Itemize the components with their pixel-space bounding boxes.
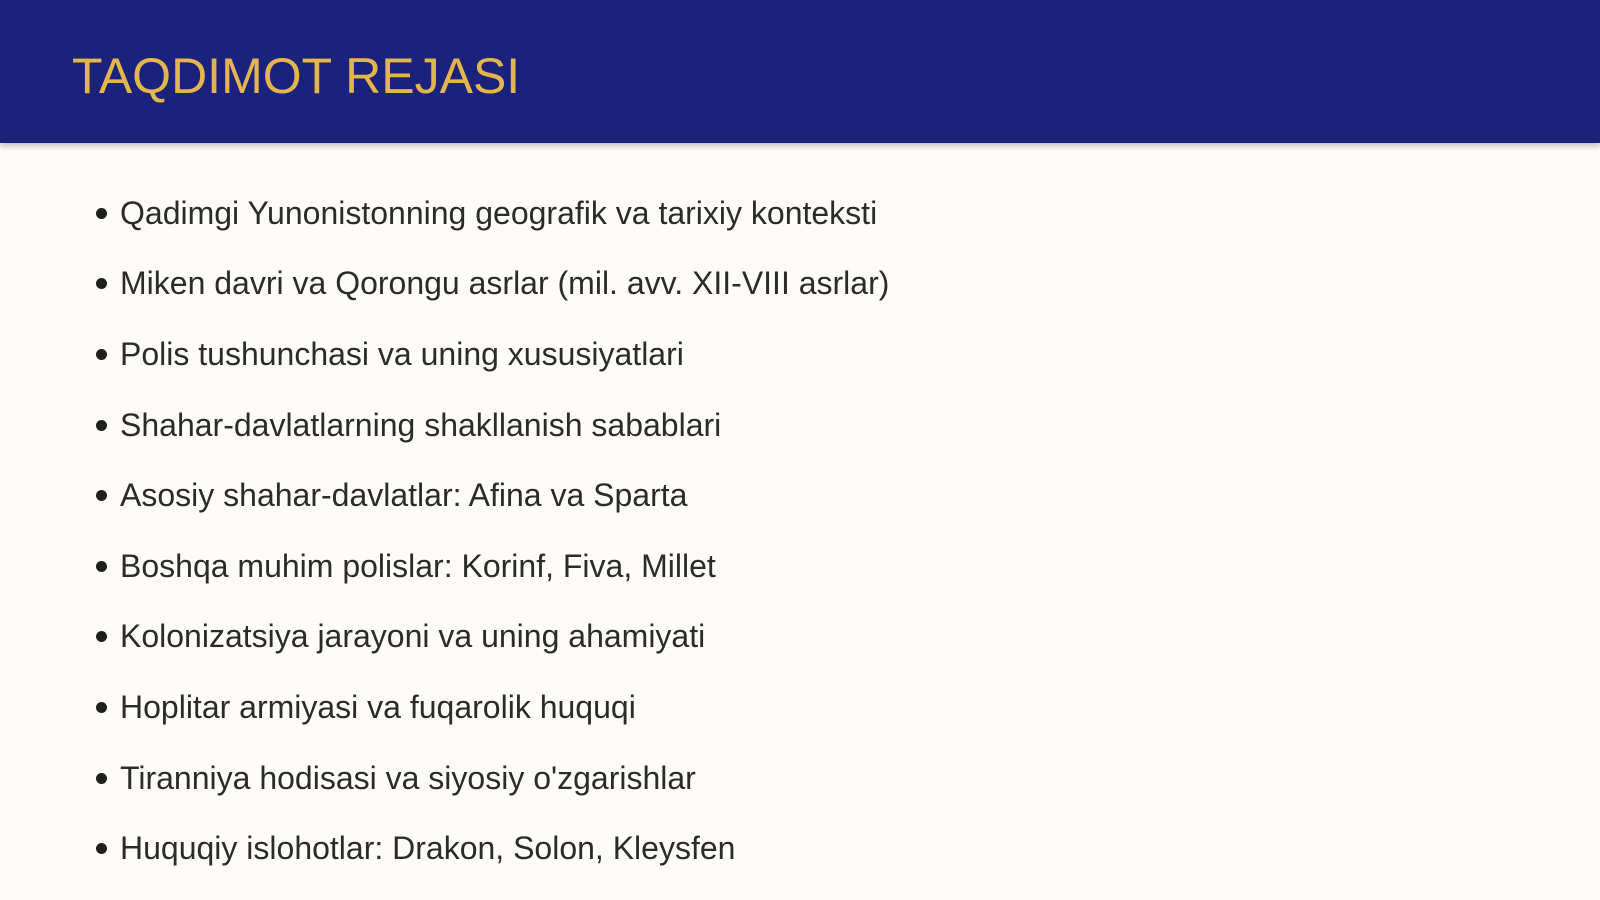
- list-item-text: Boshqa muhim polislar: Korinf, Fiva, Millet: [120, 547, 716, 584]
- list-item: [96, 249, 889, 320]
- title-bar: [0, 0, 1600, 143]
- agenda-list: [96, 178, 889, 884]
- list-item-text: Hoplitar armiyasi va fuqarolik huquqi: [120, 688, 636, 725]
- bullet-icon: [96, 631, 107, 642]
- list-item-text: Huquqiy islohotlar: Drakon, Solon, Kleysfen: [120, 830, 736, 867]
- list-item-text: Miken davri va Qorongu asrlar (mil. avv. XII-VIII asrlar): [120, 265, 890, 302]
- list-item: [96, 813, 889, 884]
- list-item-text: Tiranniya hodisasi va siyosiy o'zgarishlar: [120, 759, 696, 796]
- list-item: [96, 178, 889, 249]
- list-item: [96, 319, 889, 390]
- list-item-text: Asosiy shahar-davlatlar: Afina va Sparta: [120, 477, 688, 514]
- list-item: [96, 531, 889, 602]
- bullet-icon: [96, 278, 107, 289]
- list-item-text: Qadimgi Yunonistonning geografik va tarixiy konteksti: [120, 194, 878, 231]
- list-item: [96, 672, 889, 743]
- list-item: [96, 460, 889, 531]
- list-item: [96, 602, 889, 673]
- bullet-icon: [96, 349, 107, 360]
- list-item-text: Shahar-davlatlarning shakllanish sabablari: [120, 406, 722, 443]
- list-item: [96, 743, 889, 814]
- bullet-icon: [96, 208, 107, 219]
- bullet-icon: [96, 843, 107, 854]
- bullet-icon: [96, 773, 107, 784]
- bullet-icon: [96, 702, 107, 713]
- list-item: [96, 390, 889, 461]
- bullet-icon: [96, 490, 107, 501]
- list-item-text: Polis tushunchasi va uning xususiyatlari: [120, 335, 684, 372]
- slide-title: TAQDIMOT REJASI: [72, 48, 521, 104]
- bullet-icon: [96, 561, 107, 572]
- bullet-icon: [96, 420, 107, 431]
- list-item-text: Kolonizatsiya jarayoni va uning ahamiyati: [120, 618, 706, 655]
